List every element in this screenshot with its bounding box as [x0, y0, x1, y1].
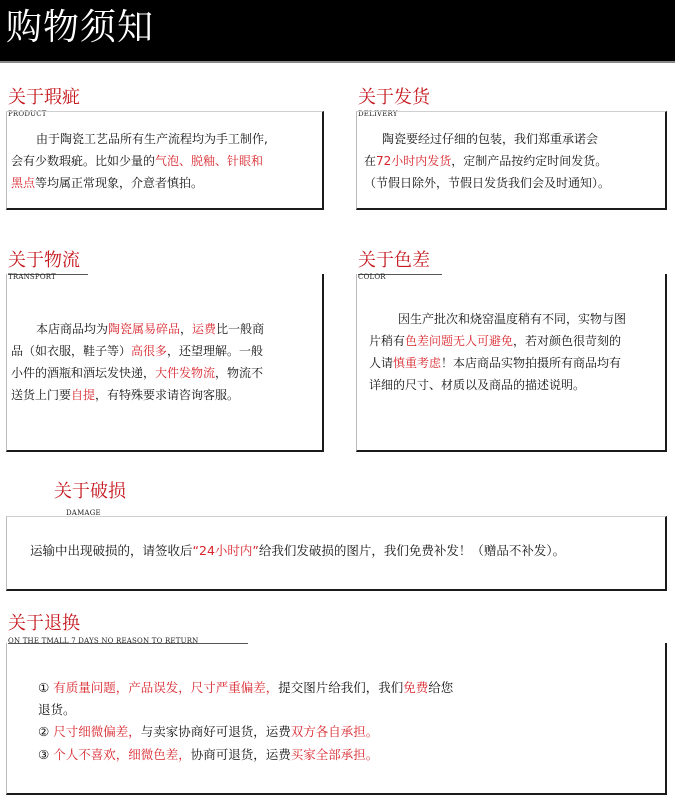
color-text-line-2: 片稍有色差问题无人可避免，若对颜色很苛刻的	[369, 334, 622, 348]
damage-text-line: 运输中出现破损的，请签收后“24小时内”给我们发破损的图片，我们免费补发！（赠品不补发）。	[30, 543, 566, 558]
section-subtitle-damage: DAMAGE	[66, 509, 101, 517]
section-subtitle-delivery: DELIVERY	[358, 110, 398, 118]
page-header	[0, 0, 675, 63]
section-subtitle-transport: TRANSPORT	[8, 273, 56, 281]
returns-item-3: ③ 个人不喜欢，细微色差，协商可退货，运费买家全部承担。	[38, 747, 379, 762]
section-subtitle-color: COLOR	[358, 273, 386, 281]
transport-text-line-2: 品（如衣服，鞋子等）高很多，还望理解。一般	[11, 344, 264, 358]
returns-item-2: ② 尺寸细微偏差，与卖家协商好可退货，运费双方各自承担。	[38, 724, 379, 739]
section-box-returns	[6, 643, 667, 795]
color-text-line-3: 人请慎重考虑！本店商品实物拍摄所有商品均有	[369, 356, 622, 370]
delivery-text-line-3: （节假日除外，节假日发货我们会及时通知）。	[364, 176, 611, 190]
section-title-transport: 关于物流	[8, 250, 80, 271]
color-text-line-4: 详细的尺寸、材质以及商品的描述说明。	[369, 378, 586, 392]
transport-text-line-3: 小件的酒瓶和酒坛发快递，大件发物流，物流不	[11, 366, 264, 380]
transport-text-line-1: 本店商品均为陶瓷属易碎品，运费比一般商	[36, 322, 265, 336]
product-text-line-3: 黑点等均属正常现象，介意者慎拍。	[11, 176, 204, 190]
product-text-line-1: 由于陶瓷工艺品所有生产流程均为手工制作,	[36, 132, 268, 146]
transport-text-line-4: 送货上门要自提，有特殊要求请咨询客服。	[11, 388, 240, 402]
color-text-line-1: 因生产批次和烧窑温度稍有不同，实物与图	[398, 312, 627, 326]
section-title-color: 关于色差	[358, 250, 430, 271]
page-title: 购物须知	[6, 7, 155, 48]
delivery-text-line-1: 陶瓷要经过仔细的包装，我们郑重承诺会	[382, 132, 599, 146]
section-title-product: 关于瑕疵	[8, 87, 80, 108]
returns-item-1-line-2: 退货。	[38, 702, 76, 717]
returns-item-1: ① 有质量问题，产品误发，尺寸严重偏差，提交图片给我们，我们免费给您	[38, 680, 454, 695]
section-title-damage: 关于破损	[54, 481, 126, 502]
section-subtitle-product: PRODUCT	[8, 110, 47, 118]
section-subtitle-returns: ON THE TMALL 7 DAYS NO REASON TO RETURN	[8, 637, 199, 645]
delivery-text-line-2: 在72小时内发货，定制产品按约定时间发货。	[364, 154, 608, 168]
product-text-line-2: 会有少数瑕疵。比如少量的气泡、脱釉、针眼和	[11, 154, 264, 168]
section-title-delivery: 关于发货	[358, 87, 430, 108]
section-title-returns: 关于退换	[8, 613, 80, 634]
